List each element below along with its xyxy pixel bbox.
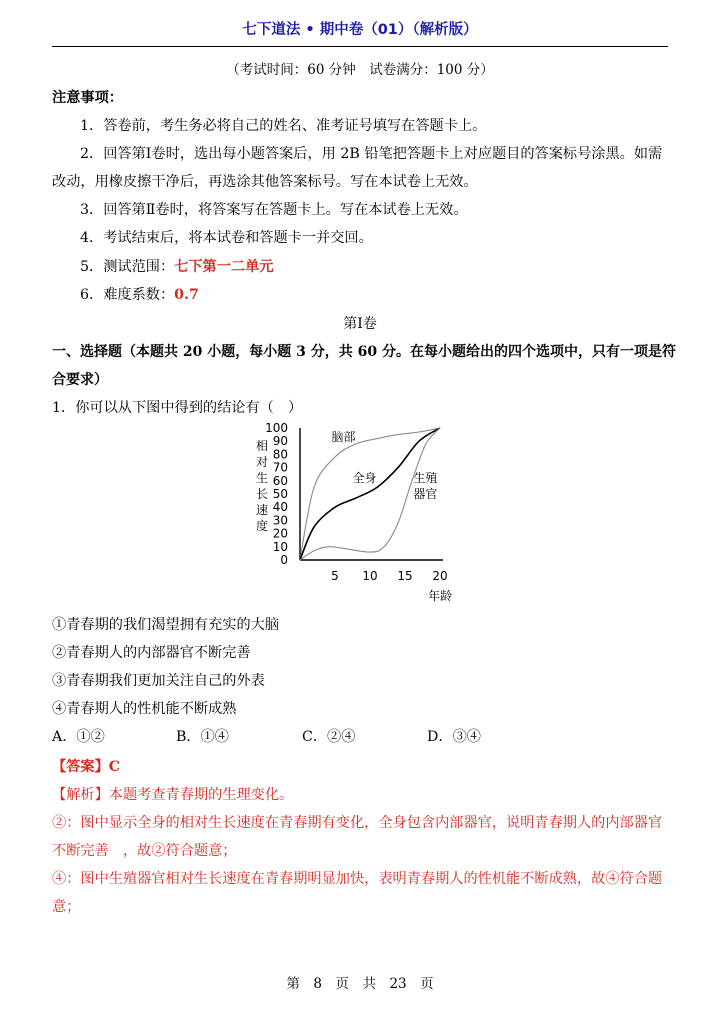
statement: ④青春期人的性机能不断成熟 — [52, 701, 237, 717]
section-heading-line2: 合要求） — [52, 372, 108, 388]
y-tick-label: 100 — [265, 421, 288, 435]
volume-title: 第Ⅰ卷 — [343, 316, 377, 332]
exam-info: （考试时间：60 分钟 试卷满分：100 分） — [226, 62, 494, 78]
scope-value: 七下第一二单元 — [174, 259, 274, 275]
x-tick-label: 20 — [432, 569, 448, 583]
difficulty-value: 0.7 — [174, 287, 199, 303]
y-tick-label: 50 — [272, 487, 288, 501]
y-tick-label: 0 — [280, 553, 288, 567]
analysis-line: 不断完善 ，故②符合题意； — [52, 843, 237, 859]
scope-label: 5．测试范围： — [80, 259, 175, 275]
note-item: 改动，用橡皮擦干净后，再选涂其他答案标号。写在本试卷上无效。 — [52, 174, 478, 190]
series-label: 生殖器官 — [413, 471, 438, 502]
analysis-line: ②：图中显示全身的相对生长速度在青春期有变化，全身包含内部器官，说明青春期人的内部器官 — [52, 815, 663, 831]
y-tick-label: 60 — [272, 473, 288, 488]
x-tick-label: 15 — [397, 569, 413, 583]
analysis-line: 意； — [52, 899, 81, 915]
x-tick-label: 5 — [331, 569, 339, 583]
y-tick-label: 90 — [272, 434, 288, 449]
series-label: 脑部 — [331, 430, 356, 445]
statement: ①青春期的我们渴望拥有充实的大脑 — [52, 617, 280, 633]
option-a: A．①② — [52, 729, 105, 745]
statement: ③青春期我们更加关注自己的外表 — [52, 673, 265, 689]
analysis-intro: 【解析】本题考查青春期的生理变化。 — [52, 787, 294, 803]
x-axis-label: 年龄 — [427, 589, 453, 603]
y-tick-label: 70 — [272, 460, 288, 475]
note-item: 2．回答第Ⅰ卷时，选出每小题答案后，用 2B 铅笔把答题卡上对应题目的答案标号涂黑。如需 — [80, 146, 663, 162]
header-divider — [52, 46, 668, 47]
analysis-line: ④：图中生殖器官相对生长速度在青春期明显加快，表明青春期人的性机能不断成熟，故④符合题 — [52, 871, 663, 887]
notes-heading: 注意事项： — [52, 90, 123, 106]
y-tick-label: 40 — [272, 500, 288, 515]
header-title: 七下道法 • 期中卷（01）（解析版） — [242, 22, 478, 38]
option-d: D．③④ — [427, 729, 481, 745]
x-tick-label: 10 — [362, 569, 378, 583]
statement: ②青春期人的内部器官不断完善 — [52, 645, 251, 661]
note-item: 4．考试结束后，将本试卷和答题卡一并交回。 — [80, 230, 373, 246]
option-c: C．②④ — [302, 729, 356, 745]
growth-chart — [240, 420, 490, 610]
answer-label: 【答案】C — [52, 759, 121, 775]
y-tick-label: 80 — [272, 447, 288, 462]
y-tick-label: 20 — [272, 526, 288, 541]
question-stem: 1．你可以从下图中得到的结论有（ ） — [52, 400, 303, 416]
option-b: B．①④ — [176, 729, 229, 745]
series-label: 全身 — [352, 471, 377, 486]
y-tick-label: 10 — [272, 539, 288, 554]
y-tick-label: 30 — [272, 513, 288, 528]
note-difficulty — [80, 284, 199, 304]
note-scope — [80, 256, 273, 276]
section-heading-line1: 一、选择题（本题共 20 小题，每小题 3 分，共 60 分。在每小题给出的四个选项中，只有一项是符 — [52, 344, 676, 360]
page-footer: 第 8 页 共 23 页 — [286, 976, 434, 992]
y-axis-label: 相对生长速度 — [255, 439, 269, 533]
difficulty-label: 6．难度系数： — [80, 287, 175, 303]
note-item: 1．答卷前，考生务必将自己的姓名、准考证号填写在答题卡上。 — [80, 118, 487, 134]
note-item: 3．回答第Ⅱ卷时，将答案写在答题卡上。写在本试卷上无效。 — [80, 202, 468, 218]
